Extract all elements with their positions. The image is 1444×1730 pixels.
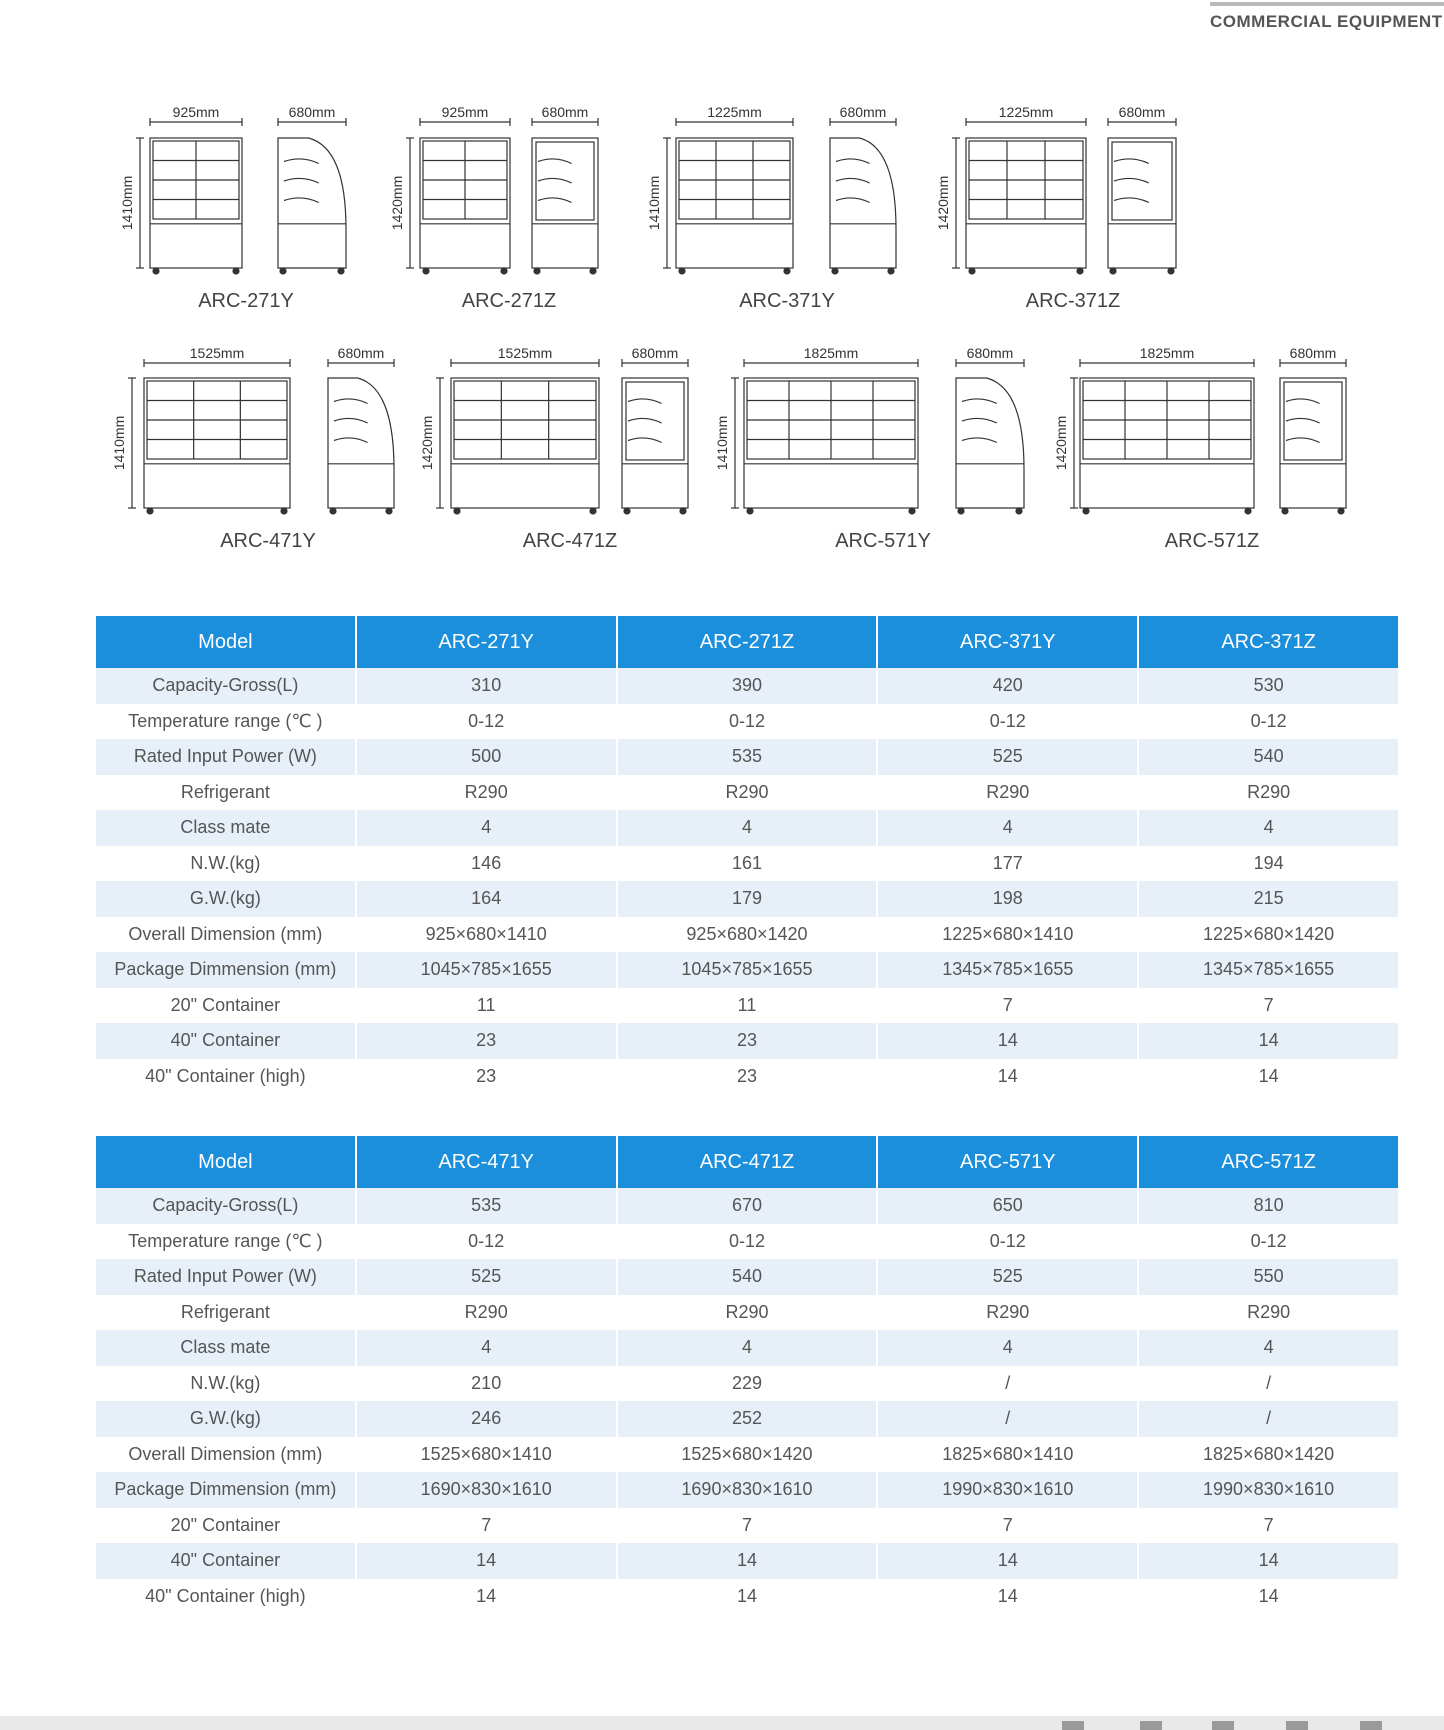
front-width-label: 1825mm [1139,345,1195,361]
table-cell: 670 [618,1188,877,1224]
height-label: 1420mm [389,175,405,231]
table-row [96,1259,1398,1295]
table-cell: 14 [1139,1023,1398,1059]
front-width-label: 925mm [441,104,489,120]
table-cell: 11 [737,994,757,1015]
table-row [96,1437,1398,1473]
table-row [96,739,1398,775]
table-header-cell: ARC-371Z [1139,616,1398,668]
side-depth-label: 680mm [839,104,887,120]
toolbar-icon[interactable] [1140,1721,1162,1730]
table-header-row [96,616,1398,668]
model-label-arc-371y: ARC-371Y [739,290,835,312]
table-row [96,988,1398,1024]
table-cell: 1045×785×1655 [357,952,616,988]
row-label: Overall Dimension (mm) [128,923,323,944]
row-label: Class mate [96,1330,355,1366]
side-depth-label: 680mm [631,345,679,361]
table-cell: 23 [476,1065,497,1086]
table-cell: 0-12 [1250,710,1287,731]
table-cell: / [878,1401,1137,1437]
table-cell: 4 [1139,1330,1398,1366]
row-label: N.W.(kg) [190,852,261,873]
table-cell: 0-12 [468,710,505,731]
table-cell: 1990×830×1610 [1139,1472,1398,1508]
table-row [96,1023,1398,1059]
height-label: 1420mm [419,415,435,471]
toolbar-icon[interactable] [1062,1721,1084,1730]
table-cell: 535 [357,1188,616,1224]
table-row [96,846,1398,882]
table-cell: R290 [725,1301,769,1322]
table-cell: 177 [992,852,1023,873]
table-header-row [96,1136,1398,1188]
table-row [96,917,1398,953]
height-label: 1410mm [111,415,127,471]
height-label: 1410mm [646,175,662,231]
table-cell: / [1005,1372,1011,1393]
front-width-label: 1225mm [707,104,762,120]
table-cell: 925×680×1410 [425,923,547,944]
table-cell: 23 [618,1023,877,1059]
table-body [96,668,1398,1094]
row-label: Capacity-Gross(L) [96,1188,355,1224]
row-label: N.W.(kg) [190,1372,261,1393]
table-cell: 0-12 [1250,1230,1287,1251]
table-cell: 14 [1139,1543,1398,1579]
table-cell: 1525×680×1420 [681,1443,813,1464]
table-cell: 525 [878,1259,1137,1295]
table-row [96,952,1398,988]
table-cell: 7 [1002,994,1013,1015]
table-cell: 390 [618,668,877,704]
table-cell: 23 [357,1023,616,1059]
row-label: G.W.(kg) [96,1401,355,1437]
side-depth-label: 680mm [337,345,385,361]
table-cell: 14 [476,1585,497,1606]
front-width-label: 1525mm [497,345,553,361]
table-row [96,881,1398,917]
table-cell: R290 [464,781,508,802]
table-cell: 14 [1258,1585,1279,1606]
table-cell: 420 [878,668,1137,704]
table-cell: 4 [878,1330,1137,1366]
model-label-arc-271z: ARC-271Z [461,290,557,312]
section-header: COMMERCIAL EQUIPMENT [1210,2,1444,30]
table-row [96,668,1398,704]
table-header-cell: ARC-471Z [618,1136,877,1188]
table-cell: 925×680×1420 [686,923,808,944]
table-cell: 4 [618,1330,877,1366]
table-row [96,1401,1398,1437]
row-label: Temperature range (℃ ) [128,710,323,731]
table-row [96,1579,1398,1615]
height-label: 1420mm [1053,415,1069,471]
table-cell: 0-12 [989,710,1026,731]
side-depth-label: 680mm [541,104,589,120]
table-cell: R290 [725,781,769,802]
table-cell: 7 [1002,1514,1013,1535]
row-label: 40" Container (high) [145,1585,306,1606]
table-row [96,1366,1398,1402]
row-label: 40" Container [96,1023,355,1059]
table-cell: R290 [1247,781,1291,802]
model-label-arc-471y: ARC-471Y [220,530,316,552]
toolbar-icon[interactable] [1286,1721,1308,1730]
table-cell: 550 [1139,1259,1398,1295]
table-body [96,1188,1398,1614]
table-cell: 14 [878,1543,1137,1579]
table-row [96,1543,1398,1579]
front-width-label: 1825mm [803,345,859,361]
toolbar-icon[interactable] [1360,1721,1382,1730]
unit-drawing-arc-571z [0,0,1444,560]
row-label: 40" Container (high) [145,1065,306,1086]
table-header-cell: ARC-471Y [357,1136,616,1188]
table-cell: R290 [986,1301,1030,1322]
table-row [96,1472,1398,1508]
table-cell: 14 [357,1543,616,1579]
table-header-cell: ARC-571Z [1139,1136,1398,1188]
table-cell: 14 [997,1585,1018,1606]
height-label: 1410mm [714,415,730,471]
table-cell: 14 [618,1543,877,1579]
table-cell: 0-12 [728,710,765,731]
spec-table-1 [94,616,1400,1094]
table-cell: 810 [1139,1188,1398,1224]
table-cell: 23 [736,1065,757,1086]
table-cell: 540 [1139,739,1398,775]
table-header-cell: ARC-271Y [357,616,616,668]
table-cell: 11 [476,994,496,1015]
table-cell: 650 [878,1188,1137,1224]
table-cell: / [1139,1401,1398,1437]
model-label-arc-271y: ARC-271Y [198,290,294,312]
side-depth-label: 680mm [1118,104,1166,120]
table-header-cell: Model [96,1136,355,1188]
table-cell: 1690×830×1610 [357,1472,616,1508]
table-row [96,1224,1398,1260]
row-label: G.W.(kg) [96,881,355,917]
table-cell: 535 [618,739,877,775]
table-cell: 4 [357,1330,616,1366]
row-label: 20" Container [170,1514,281,1535]
model-label-arc-471z: ARC-471Z [522,530,618,552]
side-depth-label: 680mm [1289,345,1337,361]
table-cell: 14 [1258,1065,1279,1086]
table-cell: 525 [357,1259,616,1295]
row-label: Class mate [96,810,355,846]
height-label: 1410mm [119,175,135,231]
table-cell: 1990×830×1610 [878,1472,1137,1508]
table-cell: 1045×785×1655 [618,952,877,988]
table-cell: 7 [481,1514,492,1535]
model-label-arc-571y: ARC-571Y [835,530,931,552]
table-cell: 194 [1253,852,1284,873]
table-row [96,704,1398,740]
table-row [96,810,1398,846]
row-label: 20" Container [170,994,281,1015]
front-width-label: 1525mm [189,345,245,361]
row-label: Refrigerant [180,781,270,802]
table-header-cell: Model [96,616,355,668]
side-depth-label: 680mm [288,104,336,120]
table-cell: 215 [1139,881,1398,917]
table-header-cell: ARC-371Y [878,616,1137,668]
table-cell: 525 [878,739,1137,775]
table-cell: 0-12 [468,1230,505,1251]
table-cell: 7 [1263,994,1274,1015]
table-row [96,1295,1398,1331]
table-row [96,1059,1398,1095]
table-cell: 7 [1263,1514,1274,1535]
table-cell: 1525×680×1410 [420,1443,552,1464]
table-cell: 0-12 [728,1230,765,1251]
table-cell: 14 [878,1023,1137,1059]
table-cell: 4 [878,810,1137,846]
table-cell: 179 [618,881,877,917]
table-cell: 1345×785×1655 [878,952,1137,988]
table-cell: 14 [997,1065,1018,1086]
front-width-label: 925mm [172,104,220,120]
table-cell: 246 [357,1401,616,1437]
row-label: Rated Input Power (W) [96,1259,355,1295]
table-cell: 1690×830×1610 [618,1472,877,1508]
table-cell: 1825×680×1420 [1203,1443,1335,1464]
table-cell: 4 [618,810,877,846]
table-row [96,1188,1398,1224]
table-header-cell: ARC-571Y [878,1136,1137,1188]
table-cell: 500 [357,739,616,775]
row-label: Package Dimmension (mm) [96,1472,355,1508]
table-cell: 1225×680×1410 [942,923,1074,944]
table-cell: 540 [618,1259,877,1295]
table-cell: 146 [471,852,502,873]
table-cell: R290 [1247,1301,1291,1322]
toolbar-icon[interactable] [1212,1721,1234,1730]
row-label: Package Dimmension (mm) [96,952,355,988]
table-cell: 310 [357,668,616,704]
row-label: Overall Dimension (mm) [128,1443,323,1464]
table-cell: 161 [731,852,763,873]
spec-table-2 [94,1136,1400,1614]
table-cell: R290 [986,781,1030,802]
table-cell: 252 [618,1401,877,1437]
table-cell: 1825×680×1410 [942,1443,1074,1464]
table-row [96,1508,1398,1544]
row-label: 40" Container [96,1543,355,1579]
table-cell: 4 [1139,810,1398,846]
table-cell: 164 [357,881,616,917]
table-cell: / [1266,1372,1272,1393]
table-cell: 530 [1139,668,1398,704]
row-label: Rated Input Power (W) [96,739,355,775]
row-label: Temperature range (℃ ) [128,1230,323,1251]
table-cell: 7 [741,1514,752,1535]
table-cell: 1225×680×1420 [1203,923,1335,944]
table-header-cell: ARC-271Z [618,616,877,668]
table-cell: R290 [464,1301,508,1322]
table-cell: 229 [731,1372,763,1393]
front-width-label: 1225mm [998,104,1054,120]
table-cell: 0-12 [989,1230,1026,1251]
table-cell: 1345×785×1655 [1139,952,1398,988]
table-cell: 198 [878,881,1137,917]
table-row [96,775,1398,811]
model-label-arc-571z: ARC-571Z [1164,530,1260,552]
table-cell: 14 [736,1585,757,1606]
table-cell: 210 [471,1372,502,1393]
side-depth-label: 680mm [966,345,1014,361]
table-row [96,1330,1398,1366]
row-label: Refrigerant [180,1301,270,1322]
table-cell: 4 [357,810,616,846]
row-label: Capacity-Gross(L) [96,668,355,704]
model-label-arc-371z: ARC-371Z [1025,290,1121,312]
height-label: 1420mm [935,175,951,231]
